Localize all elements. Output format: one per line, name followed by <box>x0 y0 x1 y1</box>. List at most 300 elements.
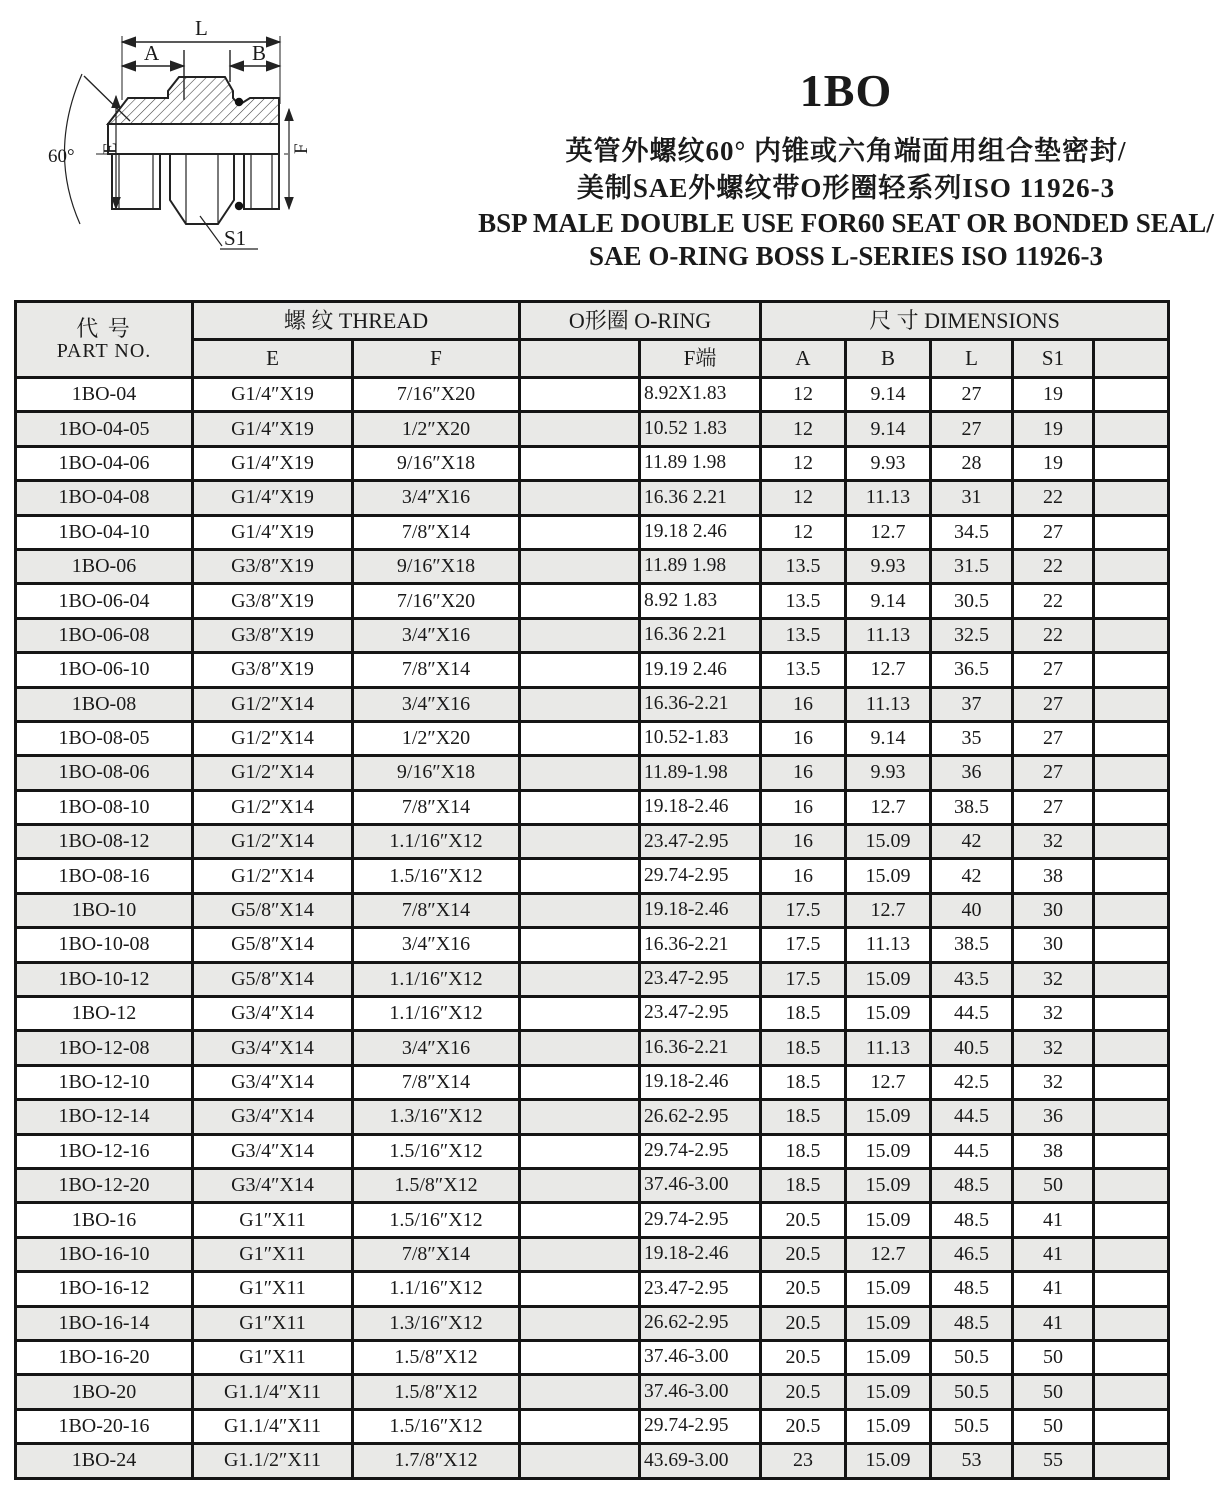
cell-thread-e: G1″X11 <box>193 1237 353 1271</box>
table-row <box>16 1134 1169 1168</box>
cell-oring-fend: 26.62-2.95 <box>640 1100 761 1134</box>
cell-thread-e: G3/4″X14 <box>193 1168 353 1202</box>
cell-blank <box>1094 1409 1169 1443</box>
cell-part-no: 1BO-04-05 <box>16 412 193 446</box>
cell-dim-a: 16 <box>761 687 846 721</box>
cell-dim-s1: 50 <box>1013 1168 1094 1202</box>
cell-blank <box>1094 1375 1169 1409</box>
table-row <box>16 515 1169 549</box>
cell-dim-b: 12.7 <box>846 1237 931 1271</box>
cell-dim-l: 53 <box>931 1444 1013 1478</box>
cell-oring-fend: 37.46-3.00 <box>640 1340 761 1374</box>
cell-dim-s1: 30 <box>1013 893 1094 927</box>
table-row <box>16 756 1169 790</box>
cell-dim-l: 50.5 <box>931 1340 1013 1374</box>
table-row <box>16 1065 1169 1099</box>
title-cn-line2: 美制SAE外螺纹带O形圈轻系列ISO 11926-3 <box>576 173 1116 203</box>
cell-dim-a: 18.5 <box>761 1100 846 1134</box>
cell-dim-b: 15.09 <box>846 825 931 859</box>
dim-label-angle: 60° <box>48 146 75 167</box>
cell-oring-blank <box>520 1375 640 1409</box>
cell-dim-s1: 50 <box>1013 1409 1094 1443</box>
cell-thread-f: 1/2″X20 <box>353 721 520 755</box>
cell-dim-a: 20.5 <box>761 1409 846 1443</box>
cell-dim-l: 31 <box>931 481 1013 515</box>
cell-thread-f: 1.1/16″X12 <box>353 997 520 1031</box>
cell-dim-a: 13.5 <box>761 618 846 652</box>
cell-oring-blank <box>520 687 640 721</box>
cell-dim-b: 9.93 <box>846 549 931 583</box>
cell-thread-f: 3/4″X16 <box>353 687 520 721</box>
cell-dim-a: 18.5 <box>761 1031 846 1065</box>
cell-oring-fend: 16.36 2.21 <box>640 618 761 652</box>
cell-dim-l: 34.5 <box>931 515 1013 549</box>
cell-dim-a: 20.5 <box>761 1237 846 1271</box>
cell-dim-l: 44.5 <box>931 997 1013 1031</box>
cell-thread-f: 7/8″X14 <box>353 1065 520 1099</box>
cell-dim-l: 28 <box>931 446 1013 480</box>
cell-oring-fend: 23.47-2.95 <box>640 962 761 996</box>
cell-thread-e: G1.1/4″X11 <box>193 1409 353 1443</box>
table-row <box>16 378 1169 412</box>
cell-dim-b: 9.14 <box>846 378 931 412</box>
cell-dim-l: 27 <box>931 378 1013 412</box>
cell-oring-blank <box>520 1409 640 1443</box>
col-header-dim-l: L <box>931 340 1013 378</box>
cell-dim-s1: 41 <box>1013 1203 1094 1237</box>
cell-oring-blank <box>520 1031 640 1065</box>
cell-part-no: 1BO-04-08 <box>16 481 193 515</box>
cell-oring-blank <box>520 1306 640 1340</box>
cell-part-no: 1BO-08-05 <box>16 721 193 755</box>
cell-blank <box>1094 687 1169 721</box>
cell-thread-e: G5/8″X14 <box>193 962 353 996</box>
cell-part-no: 1BO-12 <box>16 997 193 1031</box>
cell-dim-s1: 19 <box>1013 378 1094 412</box>
cell-thread-f: 9/16″X18 <box>353 549 520 583</box>
cell-dim-s1: 27 <box>1013 790 1094 824</box>
table-row <box>16 1168 1169 1202</box>
table-row <box>16 1100 1169 1134</box>
cell-dim-s1: 55 <box>1013 1444 1094 1478</box>
cell-part-no: 1BO-20 <box>16 1375 193 1409</box>
dim-label-S1: S1 <box>224 226 247 250</box>
cell-thread-f: 7/16″X20 <box>353 584 520 618</box>
table-row <box>16 653 1169 687</box>
cell-blank <box>1094 1065 1169 1099</box>
table-row <box>16 687 1169 721</box>
cell-dim-s1: 27 <box>1013 515 1094 549</box>
table-row <box>16 1031 1169 1065</box>
cell-dim-a: 13.5 <box>761 549 846 583</box>
cell-dim-b: 9.14 <box>846 412 931 446</box>
cell-oring-blank <box>520 653 640 687</box>
col-header-dim-s1: S1 <box>1013 340 1094 378</box>
cell-dim-s1: 22 <box>1013 549 1094 583</box>
cell-thread-f: 1.1/16″X12 <box>353 1272 520 1306</box>
col-header-thread-f: F <box>353 340 520 378</box>
table-row <box>16 1409 1169 1443</box>
group-header-dimensions: 尺 寸 DIMENSIONS <box>761 302 1169 340</box>
cell-blank <box>1094 584 1169 618</box>
cell-dim-s1: 50 <box>1013 1375 1094 1409</box>
cell-blank <box>1094 549 1169 583</box>
cell-thread-e: G3/8″X19 <box>193 584 353 618</box>
cell-dim-l: 48.5 <box>931 1168 1013 1202</box>
cell-oring-blank <box>520 1168 640 1202</box>
cell-oring-fend: 19.18 2.46 <box>640 515 761 549</box>
cell-dim-a: 18.5 <box>761 1168 846 1202</box>
cell-dim-a: 20.5 <box>761 1272 846 1306</box>
cell-dim-a: 17.5 <box>761 962 846 996</box>
cell-blank <box>1094 997 1169 1031</box>
col-header-part-no <box>16 302 193 378</box>
cell-dim-a: 16 <box>761 721 846 755</box>
cell-part-no: 1BO-08-10 <box>16 790 193 824</box>
cell-dim-a: 20.5 <box>761 1340 846 1374</box>
table-row <box>16 1444 1169 1478</box>
cell-dim-s1: 32 <box>1013 962 1094 996</box>
cell-oring-fend: 8.92X1.83 <box>640 378 761 412</box>
cell-dim-l: 48.5 <box>931 1272 1013 1306</box>
cell-oring-fend: 43.69-3.00 <box>640 1444 761 1478</box>
cell-thread-e: G1/4″X19 <box>193 515 353 549</box>
cell-dim-s1: 50 <box>1013 1340 1094 1374</box>
col-header-dim-a: A <box>761 340 846 378</box>
cell-dim-b: 15.09 <box>846 1272 931 1306</box>
cell-dim-a: 16 <box>761 859 846 893</box>
table-row <box>16 1237 1169 1271</box>
cell-blank <box>1094 618 1169 652</box>
cell-dim-l: 31.5 <box>931 549 1013 583</box>
cell-dim-s1: 32 <box>1013 1065 1094 1099</box>
cell-thread-f: 7/8″X14 <box>353 790 520 824</box>
cell-dim-s1: 27 <box>1013 756 1094 790</box>
cell-oring-blank <box>520 549 640 583</box>
cell-blank <box>1094 515 1169 549</box>
table-row <box>16 1203 1169 1237</box>
cell-oring-fend: 19.18-2.46 <box>640 1237 761 1271</box>
cell-thread-e: G3/4″X14 <box>193 997 353 1031</box>
cell-dim-b: 15.09 <box>846 1340 931 1374</box>
cell-dim-l: 38.5 <box>931 928 1013 962</box>
cell-oring-blank <box>520 997 640 1031</box>
cell-dim-l: 36.5 <box>931 653 1013 687</box>
cell-part-no: 1BO-12-20 <box>16 1168 193 1202</box>
cell-thread-e: G3/4″X14 <box>193 1031 353 1065</box>
cell-thread-f: 1/2″X20 <box>353 412 520 446</box>
spec-table <box>14 300 1170 1480</box>
cell-dim-l: 42.5 <box>931 1065 1013 1099</box>
table-row <box>16 412 1169 446</box>
cell-dim-a: 16 <box>761 756 846 790</box>
cell-dim-s1: 32 <box>1013 997 1094 1031</box>
cell-dim-l: 50.5 <box>931 1409 1013 1443</box>
cell-dim-b: 11.13 <box>846 618 931 652</box>
cell-oring-blank <box>520 1340 640 1374</box>
cell-oring-fend: 19.18-2.46 <box>640 1065 761 1099</box>
cell-dim-s1: 22 <box>1013 481 1094 515</box>
cell-thread-e: G1/2″X14 <box>193 859 353 893</box>
cell-dim-s1: 41 <box>1013 1272 1094 1306</box>
col-header-blank <box>1094 340 1169 378</box>
cell-oring-fend: 16.36-2.21 <box>640 687 761 721</box>
cell-oring-blank <box>520 1065 640 1099</box>
table-row <box>16 1306 1169 1340</box>
cell-thread-f: 1.7/8″X12 <box>353 1444 520 1478</box>
cell-blank <box>1094 1203 1169 1237</box>
cell-part-no: 1BO-06-10 <box>16 653 193 687</box>
cell-dim-s1: 27 <box>1013 653 1094 687</box>
cell-dim-l: 46.5 <box>931 1237 1013 1271</box>
cell-part-no: 1BO-10-08 <box>16 928 193 962</box>
table-row <box>16 962 1169 996</box>
cell-part-no: 1BO-24 <box>16 1444 193 1478</box>
col-header-oring-blank <box>520 340 640 378</box>
cell-oring-fend: 19.18-2.46 <box>640 790 761 824</box>
col-header-oring-fend: F端 <box>640 340 761 378</box>
cell-thread-f: 1.3/16″X12 <box>353 1100 520 1134</box>
cell-dim-b: 11.13 <box>846 687 931 721</box>
cell-dim-s1: 36 <box>1013 1100 1094 1134</box>
cell-oring-fend: 10.52-1.83 <box>640 721 761 755</box>
cell-part-no: 1BO-08-12 <box>16 825 193 859</box>
cell-blank <box>1094 790 1169 824</box>
cell-thread-e: G3/8″X19 <box>193 549 353 583</box>
cell-thread-f: 1.1/16″X12 <box>353 825 520 859</box>
cell-blank <box>1094 962 1169 996</box>
cell-thread-f: 9/16″X18 <box>353 756 520 790</box>
cell-dim-b: 12.7 <box>846 893 931 927</box>
cell-dim-b: 9.93 <box>846 446 931 480</box>
cell-dim-s1: 19 <box>1013 446 1094 480</box>
cell-blank <box>1094 481 1169 515</box>
cell-thread-f: 3/4″X16 <box>353 618 520 652</box>
cell-blank <box>1094 1306 1169 1340</box>
cell-part-no: 1BO-08-16 <box>16 859 193 893</box>
cell-dim-l: 48.5 <box>931 1306 1013 1340</box>
cell-dim-l: 35 <box>931 721 1013 755</box>
cell-blank <box>1094 446 1169 480</box>
cell-thread-e: G1/2″X14 <box>193 721 353 755</box>
table-row <box>16 825 1169 859</box>
cell-oring-blank <box>520 1134 640 1168</box>
cell-oring-fend: 26.62-2.95 <box>640 1306 761 1340</box>
cell-dim-b: 15.09 <box>846 1100 931 1134</box>
cell-dim-s1: 41 <box>1013 1237 1094 1271</box>
cell-dim-s1: 22 <box>1013 584 1094 618</box>
cell-oring-fend: 29.74-2.95 <box>640 1203 761 1237</box>
dim-label-L: L <box>195 16 208 40</box>
cell-blank <box>1094 825 1169 859</box>
table-row <box>16 1375 1169 1409</box>
cell-dim-b: 15.09 <box>846 859 931 893</box>
cell-oring-blank <box>520 1100 640 1134</box>
cell-oring-fend: 23.47-2.95 <box>640 997 761 1031</box>
table-row <box>16 928 1169 962</box>
cell-dim-l: 38.5 <box>931 790 1013 824</box>
cell-thread-f: 7/8″X14 <box>353 515 520 549</box>
cell-dim-l: 50.5 <box>931 1375 1013 1409</box>
cell-thread-e: G1″X11 <box>193 1203 353 1237</box>
cell-thread-f: 1.1/16″X12 <box>353 962 520 996</box>
cell-oring-blank <box>520 1237 640 1271</box>
cell-blank <box>1094 893 1169 927</box>
cell-thread-e: G1″X11 <box>193 1272 353 1306</box>
table-row <box>16 893 1169 927</box>
table-row <box>16 721 1169 755</box>
cell-blank <box>1094 412 1169 446</box>
cell-oring-fend: 10.52 1.83 <box>640 412 761 446</box>
cell-part-no: 1BO-12-16 <box>16 1134 193 1168</box>
cell-dim-a: 16 <box>761 790 846 824</box>
cell-thread-f: 7/8″X14 <box>353 893 520 927</box>
dim-label-F: F <box>291 143 312 154</box>
dim-label-B: B <box>252 41 267 65</box>
cell-thread-e: G1/4″X19 <box>193 446 353 480</box>
cell-dim-a: 12 <box>761 446 846 480</box>
cell-dim-l: 30.5 <box>931 584 1013 618</box>
cell-oring-blank <box>520 756 640 790</box>
cell-dim-b: 15.09 <box>846 1306 931 1340</box>
cell-dim-s1: 41 <box>1013 1306 1094 1340</box>
cell-oring-fend: 16.36-2.21 <box>640 928 761 962</box>
cell-thread-e: G1/4″X19 <box>193 481 353 515</box>
cell-thread-e: G3/4″X14 <box>193 1100 353 1134</box>
cell-blank <box>1094 1237 1169 1271</box>
cell-dim-s1: 38 <box>1013 1134 1094 1168</box>
col-header-dim-b: B <box>846 340 931 378</box>
spec-table-body <box>16 378 1169 1479</box>
table-row <box>16 997 1169 1031</box>
cell-thread-e: G1″X11 <box>193 1306 353 1340</box>
cell-oring-fend: 23.47-2.95 <box>640 825 761 859</box>
dim-label-E: E <box>100 142 121 154</box>
cell-dim-s1: 32 <box>1013 1031 1094 1065</box>
cell-part-no: 1BO-08-06 <box>16 756 193 790</box>
cell-oring-blank <box>520 378 640 412</box>
cell-oring-fend: 11.89 1.98 <box>640 549 761 583</box>
dim-label-A: A <box>144 41 160 65</box>
cell-thread-f: 1.5/16″X12 <box>353 1203 520 1237</box>
cell-dim-l: 37 <box>931 687 1013 721</box>
cell-oring-fend: 23.47-2.95 <box>640 1272 761 1306</box>
cell-dim-a: 18.5 <box>761 1065 846 1099</box>
cell-dim-a: 20.5 <box>761 1306 846 1340</box>
cell-dim-b: 11.13 <box>846 481 931 515</box>
table-row <box>16 1272 1169 1306</box>
cell-blank <box>1094 721 1169 755</box>
series-code: 1BO <box>799 65 893 116</box>
cell-dim-l: 40 <box>931 893 1013 927</box>
cell-oring-fend: 11.89 1.98 <box>640 446 761 480</box>
cell-thread-f: 1.5/16″X12 <box>353 859 520 893</box>
cell-oring-blank <box>520 893 640 927</box>
cell-part-no: 1BO-16-20 <box>16 1340 193 1374</box>
cell-part-no: 1BO-12-08 <box>16 1031 193 1065</box>
cell-oring-blank <box>520 618 640 652</box>
cell-dim-s1: 27 <box>1013 721 1094 755</box>
cell-dim-l: 42 <box>931 859 1013 893</box>
cell-part-no: 1BO-16-10 <box>16 1237 193 1271</box>
part-no-label-en: PART NO. <box>56 339 152 362</box>
cell-dim-a: 20.5 <box>761 1375 846 1409</box>
cell-dim-l: 44.5 <box>931 1100 1013 1134</box>
cell-thread-e: G1/4″X19 <box>193 412 353 446</box>
cell-dim-l: 27 <box>931 412 1013 446</box>
cell-oring-fend: 37.46-3.00 <box>640 1375 761 1409</box>
cell-oring-fend: 29.74-2.95 <box>640 1409 761 1443</box>
cell-oring-fend: 8.92 1.83 <box>640 584 761 618</box>
cell-thread-f: 9/16″X18 <box>353 446 520 480</box>
cell-dim-s1: 27 <box>1013 687 1094 721</box>
table-row <box>16 1340 1169 1374</box>
part-no-label-cn: 代 号 <box>76 316 132 342</box>
cell-oring-fend: 16.36-2.21 <box>640 1031 761 1065</box>
cell-dim-a: 17.5 <box>761 928 846 962</box>
cell-dim-s1: 32 <box>1013 825 1094 859</box>
cell-oring-blank <box>520 584 640 618</box>
cell-dim-b: 11.13 <box>846 1031 931 1065</box>
table-row <box>16 584 1169 618</box>
group-header-oring: O形圈 O-RING <box>520 302 761 340</box>
cell-thread-f: 7/8″X14 <box>353 653 520 687</box>
table-row <box>16 446 1169 480</box>
cell-dim-a: 20.5 <box>761 1203 846 1237</box>
technical-drawing <box>22 4 332 270</box>
cell-part-no: 1BO-04-10 <box>16 515 193 549</box>
cell-thread-f: 1.5/8″X12 <box>353 1340 520 1374</box>
cell-oring-blank <box>520 721 640 755</box>
cell-dim-b: 12.7 <box>846 515 931 549</box>
cell-part-no: 1BO-10 <box>16 893 193 927</box>
cell-dim-b: 15.09 <box>846 962 931 996</box>
cell-dim-a: 12 <box>761 378 846 412</box>
cell-oring-blank <box>520 515 640 549</box>
cell-dim-b: 15.09 <box>846 1375 931 1409</box>
cell-thread-f: 1.5/8″X12 <box>353 1168 520 1202</box>
cell-dim-a: 13.5 <box>761 584 846 618</box>
cell-blank <box>1094 1340 1169 1374</box>
cell-dim-l: 40.5 <box>931 1031 1013 1065</box>
cell-dim-s1: 19 <box>1013 412 1094 446</box>
cell-oring-fend: 19.19 2.46 <box>640 653 761 687</box>
cell-oring-blank <box>520 962 640 996</box>
cell-oring-blank <box>520 825 640 859</box>
cell-dim-a: 12 <box>761 412 846 446</box>
cell-part-no: 1BO-20-16 <box>16 1409 193 1443</box>
cell-part-no: 1BO-04-06 <box>16 446 193 480</box>
title-block <box>470 64 1218 273</box>
cell-dim-a: 18.5 <box>761 1134 846 1168</box>
title-en-line2: SAE O-RING BOSS L-SERIES ISO 11926-3 <box>589 241 1103 271</box>
cell-dim-s1: 38 <box>1013 859 1094 893</box>
cell-blank <box>1094 378 1169 412</box>
cell-oring-blank <box>520 1444 640 1478</box>
table-row <box>16 859 1169 893</box>
cell-dim-l: 36 <box>931 756 1013 790</box>
table-row <box>16 549 1169 583</box>
cell-thread-e: G3/4″X14 <box>193 1065 353 1099</box>
cell-part-no: 1BO-06 <box>16 549 193 583</box>
cell-dim-a: 18.5 <box>761 997 846 1031</box>
cell-blank <box>1094 1444 1169 1478</box>
col-header-thread-e: E <box>193 340 353 378</box>
cell-blank <box>1094 1134 1169 1168</box>
cell-dim-a: 13.5 <box>761 653 846 687</box>
cell-dim-b: 15.09 <box>846 1168 931 1202</box>
cell-part-no: 1BO-16-14 <box>16 1306 193 1340</box>
